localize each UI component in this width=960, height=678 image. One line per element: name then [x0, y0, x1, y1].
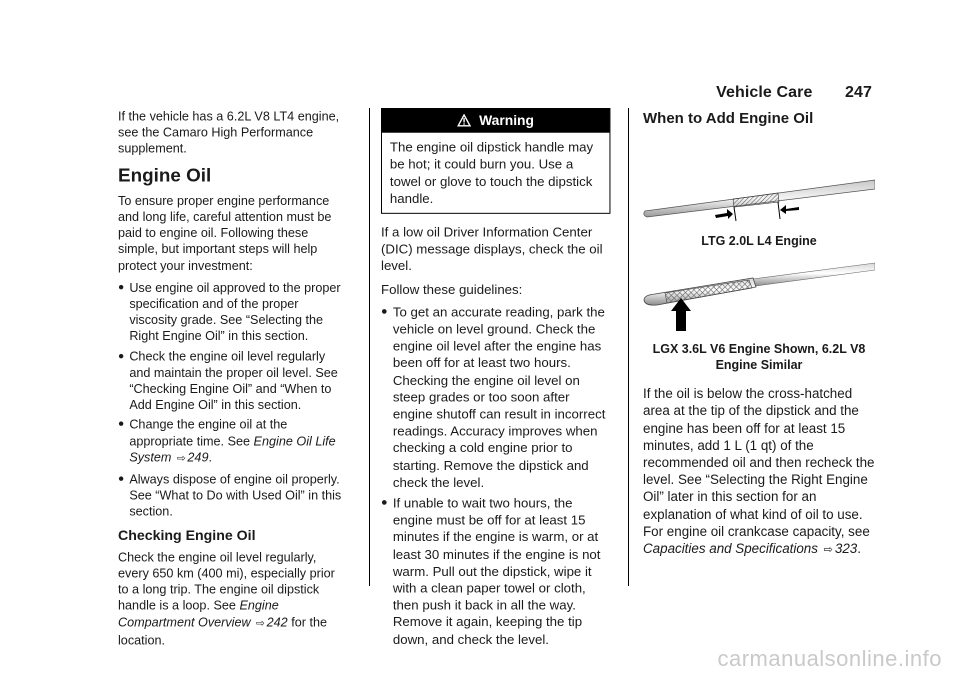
column-divider [628, 108, 629, 586]
engine-compartment-link[interactable]: Engine Compartment Overview [118, 598, 279, 630]
when-to-add-heading: When to Add Engine Oil [643, 110, 814, 127]
list-item-text: Check the engine oil level regularly and maintain the proper oil level. See “Checking Engine Oil” and “When to Add Engine Oil” in this section. [129, 349, 338, 412]
list-item [118, 348, 344, 413]
dic-paragraph: If a low oil Driver Information Center (DIC) message displays, check the oil level. [381, 224, 603, 274]
figure-caption: LTG 2.0L L4 Engine [701, 234, 817, 249]
warning-title: Warning [479, 111, 534, 128]
dipstick-lgx-illustration [643, 261, 875, 337]
watermark: carmanualsonline.info [717, 646, 942, 671]
warning-box [381, 108, 610, 214]
warning-triangle-icon [457, 114, 471, 127]
column-2 [381, 108, 610, 654]
guidelines-intro: Follow these guidelines: [381, 281, 523, 297]
page-number: 247 [845, 84, 872, 101]
dipstick-ltg-illustration [643, 133, 875, 229]
list-item: ● Change the engine oil at the appropriate time. See Engine Oil Life System ⇨ 249. [118, 417, 336, 465]
page-reference-arrow-icon: ⇨ [823, 544, 833, 557]
checking-engine-oil-heading: Checking Engine Oil [118, 527, 256, 544]
paragraph-text: If the oil is below the cross-hatched area at the tip of the dipstick and the engine has been off for at least 15 minutes, add 1 L (1 qt) of the recommended oil and then recheck the level. See “Selecting the Right Engine Oil” later in this section for an explanation of what kind of oil to use. For engine oil crankcase capacity, see [643, 386, 875, 539]
list-item-text: Always dispose of engine oil properly. See “What to Do with Used Oil” in this section. [129, 472, 342, 519]
engine-oil-heading: Engine Oil [118, 165, 212, 186]
list-item-text: Change the engine oil at the appropriate time. See [129, 417, 288, 449]
running-head [716, 84, 872, 102]
bullet-icon: ● [118, 418, 125, 430]
bullet-icon: ● [118, 472, 125, 485]
intro-paragraph: If the vehicle has a 6.2L V8 LT4 engine, see the Camaro High Performance supplement. [118, 108, 340, 156]
page-reference[interactable]: 249 [187, 450, 209, 465]
warning-text: The engine oil dipstick handle may be hot; it could burn you. Use a towel or glove to touch the dipstick handle. [389, 139, 594, 206]
bullet-icon: ● [118, 281, 125, 293]
column-1 [118, 108, 344, 654]
warning-header [382, 109, 609, 133]
dipstick-figure-ltg [643, 133, 875, 249]
engine-oil-paragraph: To ensure proper engine performance and long life, careful attention must be paid to engine oil. Following these simple, but important steps will help protect your investment: [118, 193, 332, 273]
list-item-text: To get an accurate reading, park the vehicle on level ground. Check the engine oil level after the engine has been off for at least two hours. Checking the engine oil level on steep grades or too soon after engine shutoff can result in incorrect readings. Accuracy improves when checking a cold engine prior to starting. Remove the dipstick and check the level. [392, 304, 606, 490]
list-item-text: If unable to wait two hours, the engine must be off for at least 15 minutes if the engine is warm, or at least 30 minutes if the engine is not warm. Pull out the dipstick, wipe it with a clean paper towel or cloth, then push it back in all the way. Remove it again, keeping the tip down, and check the level. [392, 495, 601, 647]
page-reference[interactable]: 323 [834, 541, 858, 557]
capacities-link[interactable]: Capacities and Specifications [643, 541, 818, 557]
page-reference[interactable]: 242 [266, 615, 288, 630]
section-title: Vehicle Care [716, 84, 813, 101]
dipstick-figure-lgx [643, 261, 875, 373]
page-reference-arrow-icon: ⇨ [176, 453, 186, 465]
oil-life-system-link[interactable]: Engine Oil Life System [129, 433, 336, 465]
bullet-icon: ● [381, 305, 388, 318]
engine-oil-bullets [118, 279, 344, 519]
paragraph-text: for the location. [118, 615, 328, 648]
paragraph-text: . [857, 541, 861, 557]
figure-caption: LGX 3.6L V6 Engine Shown, 6.2L V8 Engine Similar [652, 342, 866, 373]
column-3 [643, 108, 875, 565]
list-item [381, 304, 610, 491]
bullet-icon: ● [118, 350, 125, 362]
page-reference-arrow-icon: ⇨ [256, 617, 265, 630]
list-item [118, 471, 344, 520]
when-to-add-paragraph [643, 385, 875, 559]
list-item-text: Use engine oil approved to the proper specification and of the proper viscosity grade. See “Selecting the Right Engine Oil” in this section. [129, 280, 341, 344]
checking-engine-oil-paragraph [118, 549, 344, 648]
list-item [118, 279, 344, 344]
guidelines-bullets [381, 304, 610, 648]
column-divider [369, 108, 370, 586]
paragraph-text: Check the engine oil level regularly, every 650 km (400 mi), especially prior to a long trip. The engine oil dipstick handle is a loop. See [118, 550, 335, 613]
bullet-icon: ● [381, 496, 388, 509]
list-item [381, 495, 610, 648]
